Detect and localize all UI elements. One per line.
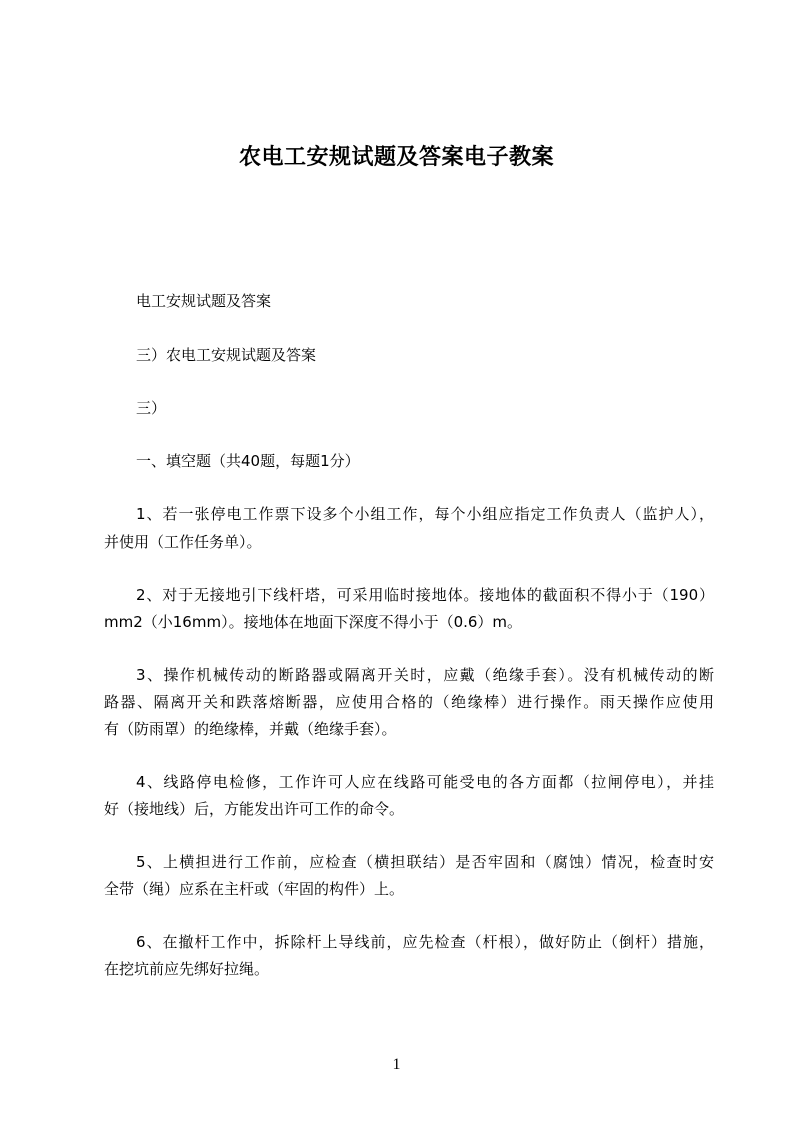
section-heading: 一、填空题（共40题，每题1分） xyxy=(136,452,360,470)
paragraph-line: 有（防雨罩）的绝缘棒，并戴（绝缘手套）。 xyxy=(104,720,397,738)
paragraph-line: 3、操作机械传动的断路器或隔离开关时，应戴（绝缘手套）。没有机械传动的断 xyxy=(136,666,714,684)
paragraph-line: 1、若一张停电工作票下设多个小组工作，每个小组应指定工作负责人（监护人）， xyxy=(136,505,714,523)
page-title: 农电工安规试题及答案电子教案 xyxy=(238,145,554,170)
subtitle-line: 电工安规试题及答案 xyxy=(136,292,272,310)
paragraph-line: 全带（绳）应系在主杆或（牢固的构件）上。 xyxy=(104,880,405,898)
paragraph-line: 好（接地线）后，方能发出许可工作的命令。 xyxy=(104,800,405,818)
paragraph-line: 6、在撤杆工作中，拆除杆上导线前，应先检查（杆根），做好防止（倒杆）措施， xyxy=(136,933,714,951)
paragraph-line: 并使用（工作任务单）。 xyxy=(104,533,262,551)
paragraph-line: 5、上横担进行工作前，应检查（横担联结）是否牢固和（腐蚀）情况，检查时安 xyxy=(136,853,714,871)
paragraph-line: 在挖坑前应先绑好拉绳。 xyxy=(104,960,270,978)
paragraph-line: 路器、隔离开关和跌落熔断器，应使用合格的（绝缘棒）进行操作。雨天操作应使用 xyxy=(104,693,714,711)
page-number: 1 xyxy=(392,1056,401,1073)
paragraph-line: 2、对于无接地引下线杆塔，可采用临时接地体。接地体的截面积不得小于（190） xyxy=(136,586,714,604)
subtitle-line: 三）农电工安规试题及答案 xyxy=(136,346,317,364)
paragraph-line: mm2（小16mm）。接地体在地面下深度不得小于（0.6）m。 xyxy=(104,613,523,631)
paragraph-line: 4、线路停电检修，工作许可人应在线路可能受电的各方面都（拉闸停电），并挂 xyxy=(136,773,714,791)
subtitle-line: 三） xyxy=(136,399,167,417)
